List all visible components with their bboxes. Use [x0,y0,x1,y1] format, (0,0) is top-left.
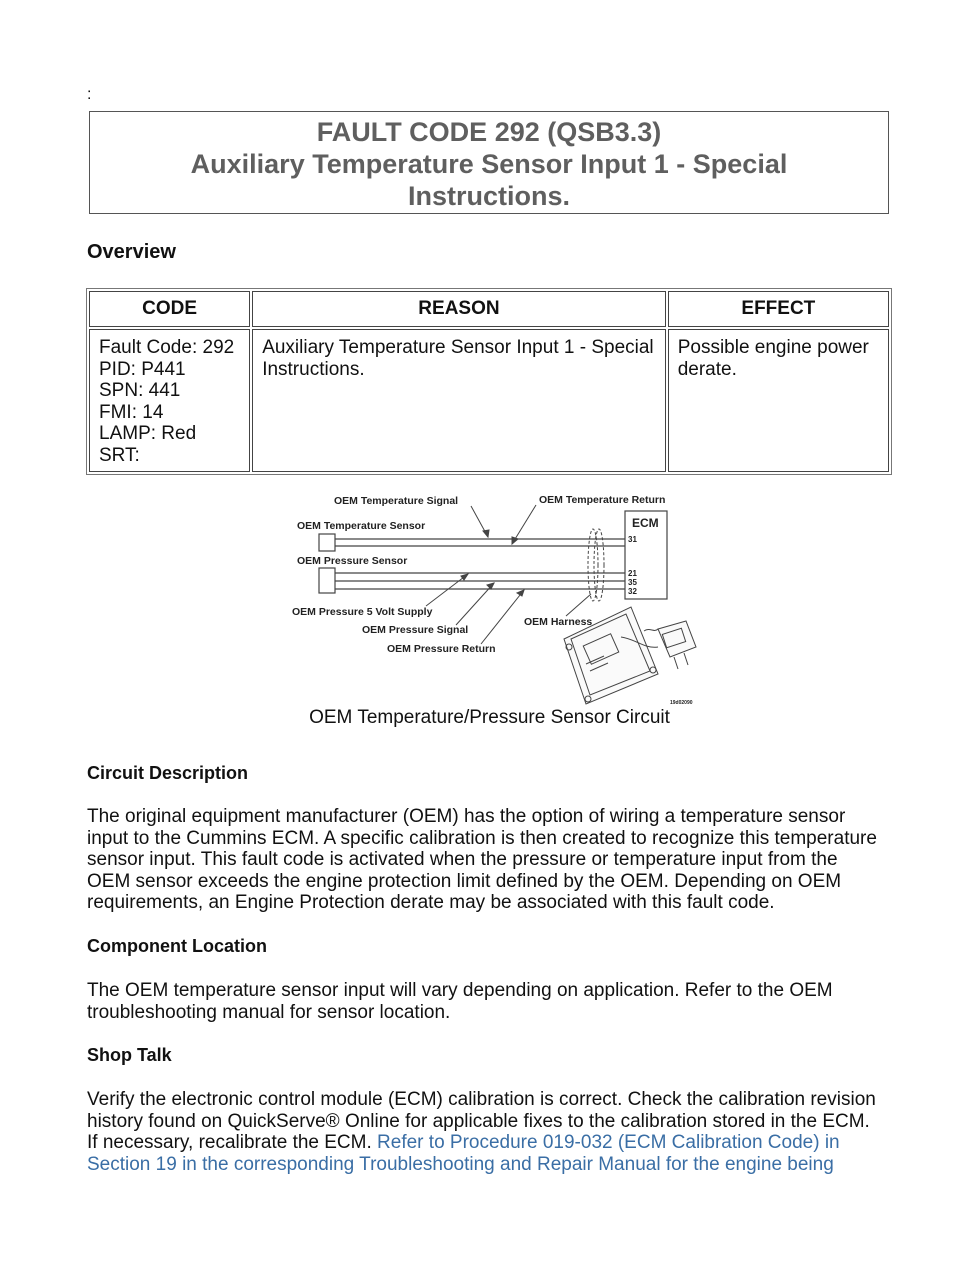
label-temp-sensor: OEM Temperature Sensor [297,520,426,532]
header-code: CODE [89,291,250,327]
label-ecm: ECM [632,516,659,530]
overview-heading: Overview [87,241,176,263]
code-line: SPN: 441 [99,380,181,401]
paragraph-line [87,1132,892,1154]
table-header-row [89,291,889,327]
reason-cell: Auxiliary Temperature Sensor Input 1 - Special Instructions. [252,329,666,472]
title-line-2: Auxiliary Temperature Sensor Input 1 - Special [190,149,788,179]
code-line: Fault Code: 292 [99,337,235,358]
title-box [89,111,889,214]
pressure-wires [335,573,625,589]
shop-talk-heading: Shop Talk [87,1045,172,1065]
title-line-3: Instructions. [407,181,570,211]
circuit-figure [286,489,706,711]
label-pressure-signal: OEM Pressure Signal [362,624,469,636]
paragraph-line: history found on QuickServe® Online for applicable fixes to the calibration stored in the ECM. [87,1110,870,1132]
title-line-1: FAULT CODE 292 (QSB3.3) [316,117,662,147]
shop-talk-paragraph [87,1089,892,1175]
paragraph-line: OEM sensor exceeds the engine protection limit defined by the OEM. Depending on OEM [87,870,842,892]
paragraph-line: Verify the electronic control module (ECM) calibration is correct. Check the calibration revision [87,1089,876,1110]
code-line: PID: P441 [99,358,186,380]
label-harness: OEM Harness [524,616,593,628]
code-cell [89,329,250,472]
label-pressure-5v: OEM Pressure 5 Volt Supply [292,606,433,618]
label-temp-signal: OEM Temperature Signal [334,495,459,507]
component-location-paragraph [87,980,892,1023]
figure-ref-code: 19d02090 [670,700,693,706]
circuit-description-paragraph [87,806,892,914]
paragraph-line: troubleshooting manual for sensor location. [87,1001,451,1023]
code-line: FMI: 14 [99,401,164,423]
effect-cell: Possible engine power derate. [668,329,889,472]
code-line: LAMP: Red [99,423,197,444]
table-row [89,329,889,472]
leading-colon: : [87,86,92,103]
overview-table [86,288,892,475]
pressure-sensor-symbol [319,568,335,593]
pin-35: 35 [628,578,637,587]
paragraph-text: If necessary, recalibrate the ECM. [87,1132,378,1154]
pin-21: 21 [628,569,637,578]
procedure-link[interactable]: Refer to Procedure 019-032 (ECM Calibration Code) in [377,1132,840,1154]
label-pressure-return: OEM Pressure Return [387,643,496,655]
paragraph-line: The original equipment manufacturer (OEM) has the option of wiring a temperature sensor [87,806,846,827]
temp-wires [335,539,625,546]
label-pressure-sensor: OEM Pressure Sensor [297,555,408,567]
procedure-link-continuation[interactable]: Section 19 in the corresponding Troubleshooting and Repair Manual for the engine being [87,1153,834,1175]
paragraph-line: sensor input. This fault code is activated when the pressure or temperature input from the [87,849,838,871]
figure-caption: OEM Temperature/Pressure Sensor Circuit [309,707,670,728]
paragraph-line: The OEM temperature sensor input will vary depending on application. Refer to the OEM [87,980,833,1001]
circuit-diagram [286,489,706,711]
pin-31: 31 [628,535,637,544]
header-effect: EFFECT [668,291,889,327]
label-temp-return: OEM Temperature Return [539,494,666,506]
header-reason: REASON [252,291,666,327]
paragraph-line: input to the Cummins ECM. A specific calibration is then created to recognize this temperature [87,827,877,849]
harness-ellipse-1 [588,529,598,601]
code-line: SRT: [99,444,140,466]
circuit-description-heading: Circuit Description [87,763,249,783]
pin-32: 32 [628,587,637,596]
harness-ellipse-2 [594,529,604,601]
paragraph-line: requirements, an Engine Protection derate may be associated with this fault code. [87,892,775,914]
temp-sensor-symbol [319,534,335,551]
component-location-heading: Component Location [87,936,267,956]
